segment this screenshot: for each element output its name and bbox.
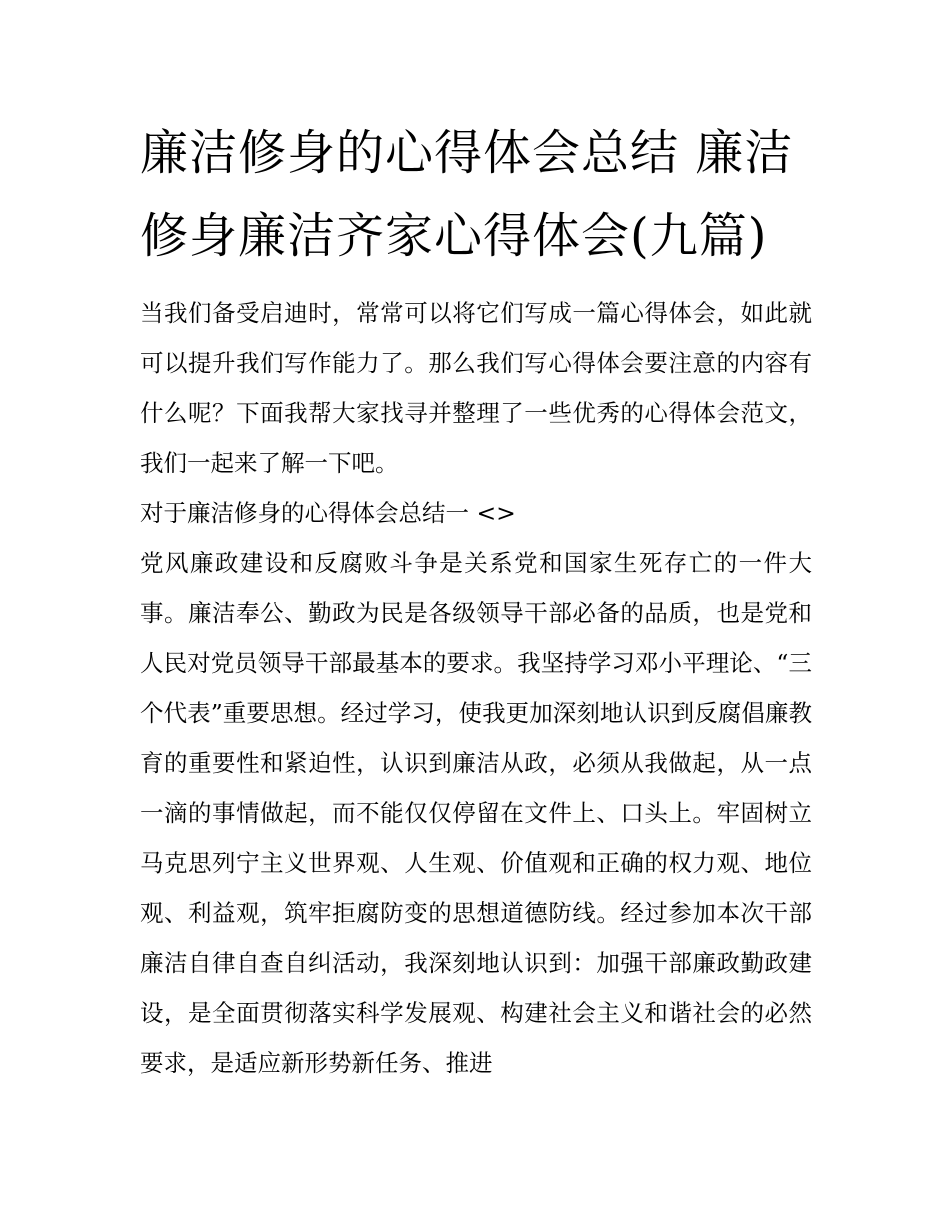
document-page — [140, 112, 812, 1088]
document-title: 廉洁修身的心得体会总结 廉洁修身廉洁齐家心得体会(九篇) — [140, 125, 794, 264]
intro-paragraph: 当我们备受启迪时，常常可以将它们写成一篇心得体会，如此就可以提升我们写作能力了。那么我们写心得体会要注意的内容有什么呢？下面我帮大家找寻并整理了一些优秀的心得体会范文，我们一起来了解一下吧。 — [140, 299, 812, 477]
body-paragraph: 党风廉政建设和反腐败斗争是关系党和国家生死存亡的一件大事。廉洁奉公、勤政为民是各级领导干部必备的品质，也是党和人民对党员领导干部最基本的要求。我坚持学习邓小平理论、“三个代表”重要思想。经过学习，使我更加深刻地认识到反腐倡廉教育的重要性和紧迫性，认识到廉洁从政，必须从我做起，从一点一滴的事情做起，而不能仅仅停留在文件上、口头上。牢固树立马克思列宁主义世界观、人生观、价值观和正确的权力观、地位观、利益观，筑牢拒腐防变的思想道德防线。经过参加本次干部廉洁自律自查自纠活动，我深刻地认识到：加强干部廉政勤政建设，是全面贯彻落实科学发展观、构建社会主义和谐社会的必然要求，是适应新形势新任务、推进 — [140, 549, 812, 1077]
section-heading: 对于廉洁修身的心得体会总结一 <> — [140, 499, 516, 527]
